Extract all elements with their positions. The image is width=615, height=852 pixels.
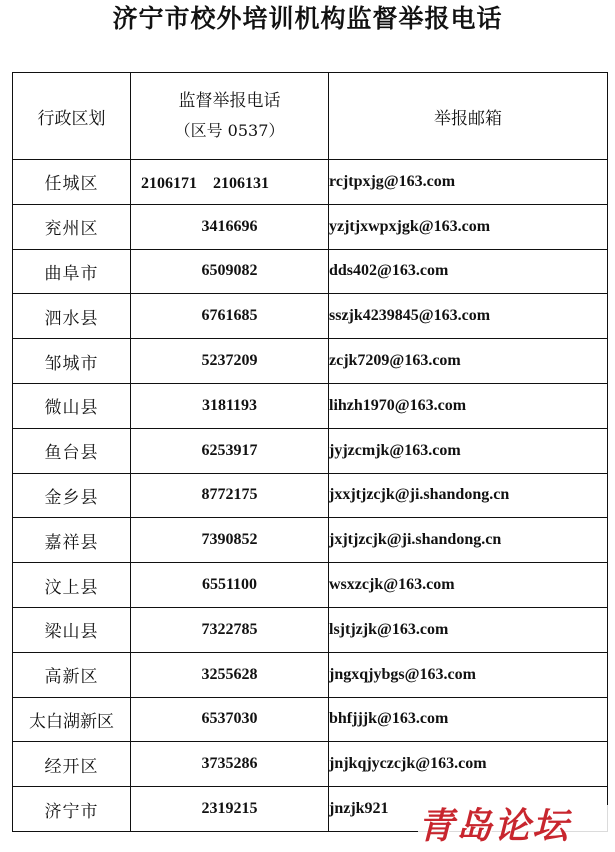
phone-cell: 6551100 (131, 563, 329, 608)
header-email: 举报邮箱 (329, 73, 608, 160)
region-cell: 泗水县 (13, 294, 131, 339)
region-cell: 汶上县 (13, 563, 131, 608)
region-cell: 微山县 (13, 383, 131, 428)
phone-cell: 6537030 (131, 697, 329, 742)
email-cell: jnjkqjyczcjk@163.com (329, 742, 608, 787)
region-cell: 嘉祥县 (13, 518, 131, 563)
phone-cell: 6761685 (131, 294, 329, 339)
header-phone-title: 监督举报电话 (178, 91, 281, 111)
phone-cell: 6253917 (131, 428, 329, 473)
email-cell: wsxzcjk@163.com (329, 563, 608, 608)
phone-cell: 5237209 (131, 339, 329, 384)
email-cell: lsjtjzjk@163.com (329, 607, 608, 652)
table-row (13, 428, 608, 473)
region-cell: 济宁市 (13, 787, 131, 832)
region-cell: 邹城市 (13, 339, 131, 384)
table-header-row (13, 73, 608, 160)
header-region: 行政区划 (13, 73, 131, 160)
phone-cell: 3416696 (131, 204, 329, 249)
phone-cell: 8772175 (131, 473, 329, 518)
phone-cell: 2319215 (131, 787, 329, 832)
region-cell: 经开区 (13, 742, 131, 787)
region-cell: 鱼台县 (13, 428, 131, 473)
email-cell: jxxjtjzcjk@ji.shandong.cn (329, 473, 608, 518)
table-row (13, 518, 608, 563)
region-cell: 曲阜市 (13, 249, 131, 294)
email-cell: yzjtjxwpxjgk@163.com (329, 204, 608, 249)
header-phone-area-code: （区号 0537） (174, 121, 285, 140)
report-phone-table (12, 72, 608, 832)
table-row (13, 294, 608, 339)
region-cell: 任城区 (13, 160, 131, 205)
table-row (13, 339, 608, 384)
phone-cell: 2106171 2106131 (131, 160, 329, 205)
email-cell: rcjtpxjg@163.com (329, 160, 608, 205)
email-cell: lihzh1970@163.com (329, 383, 608, 428)
phone-cell: 3255628 (131, 652, 329, 697)
table-row (13, 473, 608, 518)
table-row (13, 697, 608, 742)
email-cell: dds402@163.com (329, 249, 608, 294)
table-row (13, 607, 608, 652)
region-cell: 兖州区 (13, 204, 131, 249)
forum-watermark: 青岛论坛 (418, 805, 608, 849)
header-phone (131, 73, 329, 160)
region-cell: 金乡县 (13, 473, 131, 518)
table-row (13, 249, 608, 294)
email-cell: jnzjk921 (329, 787, 608, 832)
email-cell: jxjtjzcjk@ji.shandong.cn (329, 518, 608, 563)
table-row (13, 160, 608, 205)
phone-cell: 6509082 (131, 249, 329, 294)
region-cell: 高新区 (13, 652, 131, 697)
phone-cell: 3735286 (131, 742, 329, 787)
phone-cell: 7390852 (131, 518, 329, 563)
table-row (13, 383, 608, 428)
table-row (13, 742, 608, 787)
email-cell: zcjk7209@163.com (329, 339, 608, 384)
region-cell: 太白湖新区 (13, 697, 131, 742)
table-row (13, 652, 608, 697)
table-row (13, 563, 608, 608)
email-cell: sszjk4239845@163.com (329, 294, 608, 339)
email-cell: bhfjjjk@163.com (329, 697, 608, 742)
page-title: 济宁市校外培训机构监督举报电话 (112, 4, 503, 33)
region-cell: 梁山县 (13, 607, 131, 652)
email-cell: jyjzcmjk@163.com (329, 428, 608, 473)
phone-cell: 3181193 (131, 383, 329, 428)
phone-cell: 7322785 (131, 607, 329, 652)
email-cell: jngxqjybgs@163.com (329, 652, 608, 697)
table-row (13, 204, 608, 249)
